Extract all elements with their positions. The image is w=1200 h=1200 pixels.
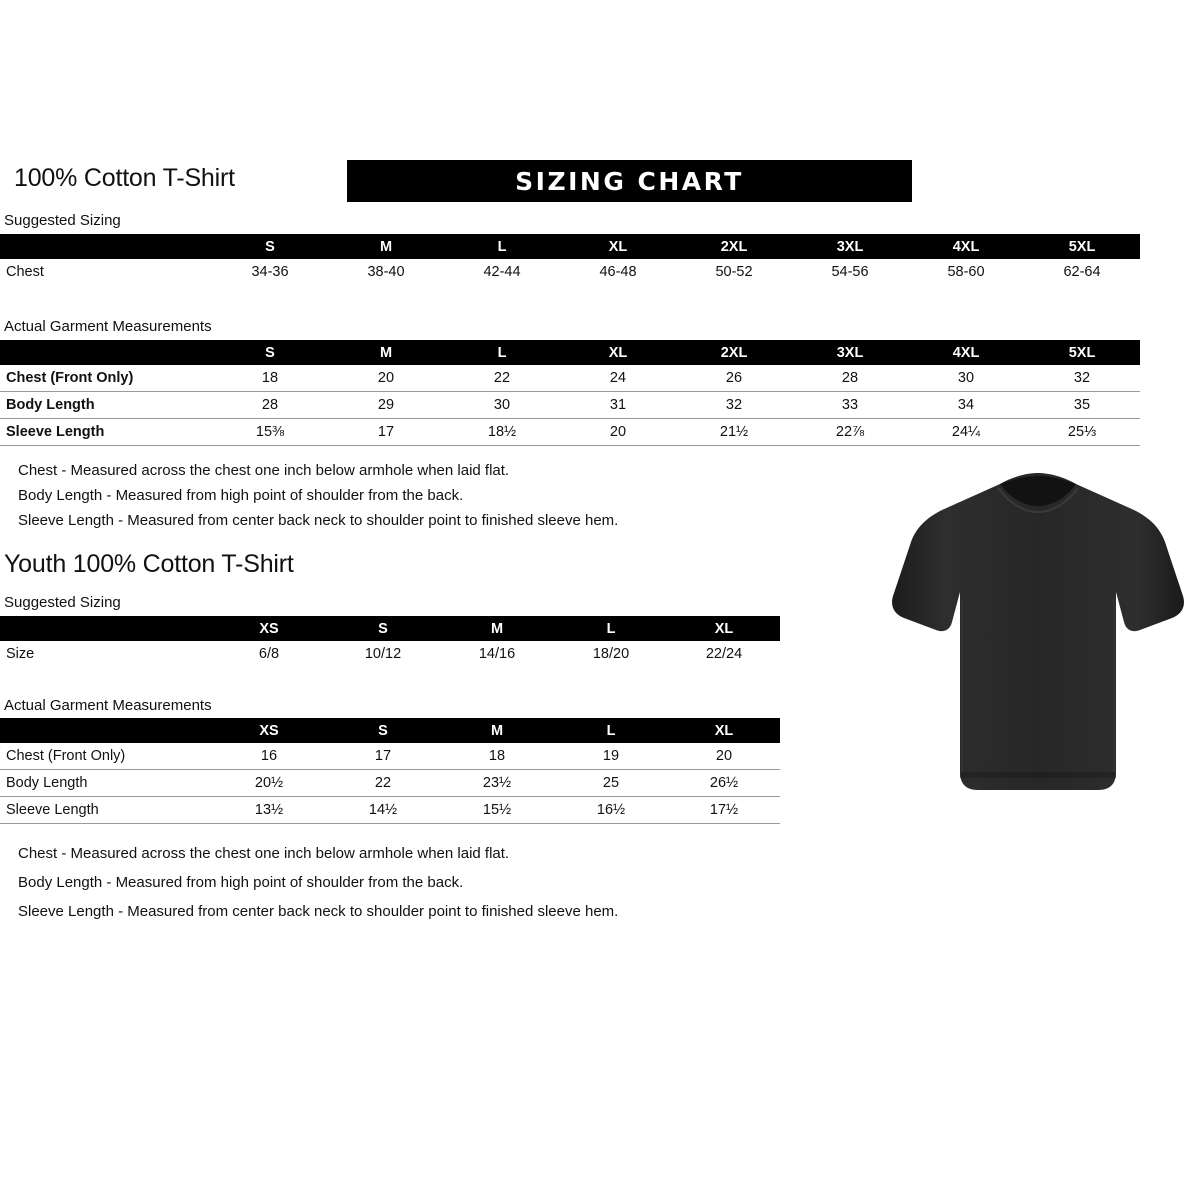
youth-actual-cell: 16½ (596, 802, 626, 818)
youth-suggested-col-header: S (326, 616, 440, 641)
adult-actual-row-label: Body Length (6, 397, 95, 413)
adult-actual-col-header: 3XL (792, 340, 908, 365)
table-header-row (0, 340, 1140, 365)
adult-actual-col-header: 2XL (676, 340, 792, 365)
youth-actual-cell: 16 (260, 748, 278, 764)
adult-actual-row-label: Sleeve Length (6, 424, 105, 440)
youth-suggested-cell: 22/24 (705, 646, 743, 662)
adult-suggested-col-header: M (328, 234, 444, 259)
youth-actual-row-label: Sleeve Length (6, 802, 99, 818)
adult-actual-cell: 24¼ (951, 424, 981, 440)
adult-suggested-cell: 34-36 (251, 264, 289, 280)
adult-suggested-col-header: 2XL (676, 234, 792, 259)
youth-section-title: Youth 100% Cotton T-Shirt (4, 550, 294, 578)
adult-actual-cell: 22⅞ (835, 424, 865, 440)
adult-suggested-col-header: L (444, 234, 560, 259)
youth-actual-col-header: XS (212, 718, 326, 743)
table-header-row (0, 234, 1140, 259)
adult-suggested-cell: 46-48 (599, 264, 637, 280)
adult-actual-cell: 18 (261, 370, 279, 386)
youth-suggested-col-header: L (554, 616, 668, 641)
adult-actual-col-header: S (212, 340, 328, 365)
youth-actual-measurements-table (0, 718, 780, 824)
adult-actual-cell: 29 (377, 397, 395, 413)
youth-suggested-cell: 6/8 (258, 646, 280, 662)
table-row (0, 419, 1140, 446)
adult-actual-col-header: L (444, 340, 560, 365)
sizing-chart-banner (347, 160, 912, 202)
youth-note-body-length: Body Length - Measured from high point of shoulder from the back. (18, 874, 464, 891)
adult-suggested-col-header: XL (560, 234, 676, 259)
youth-actual-row-label: Chest (Front Only) (6, 748, 126, 764)
adult-actual-cell: 21½ (719, 424, 749, 440)
adult-actual-cell: 35 (1073, 397, 1091, 413)
adult-suggested-col-header (0, 234, 212, 259)
youth-actual-cell: 22 (374, 775, 392, 791)
adult-suggested-col-header: 5XL (1024, 234, 1140, 259)
youth-actual-cell: 13½ (254, 802, 284, 818)
youth-actual-cell: 20 (715, 748, 733, 764)
header (10, 160, 1190, 204)
youth-actual-cell: 23½ (482, 775, 512, 791)
youth-suggested-sizing-label: Suggested Sizing (4, 594, 121, 611)
tshirt-illustration (888, 472, 1188, 822)
adult-actual-cell: 24 (609, 370, 627, 386)
table-header-row (0, 616, 780, 641)
adult-actual-cell: 15⅜ (255, 424, 285, 440)
youth-actual-col-header: L (554, 718, 668, 743)
adult-actual-cell: 32 (725, 397, 743, 413)
adult-suggested-cell: 42-44 (483, 264, 521, 280)
adult-note-chest: Chest - Measured across the chest one inch below armhole when laid flat. (18, 462, 510, 479)
adult-actual-cell: 25⅓ (1067, 424, 1097, 440)
adult-actual-cell: 26 (725, 370, 743, 386)
adult-actual-cell: 18½ (487, 424, 517, 440)
youth-actual-cell: 14½ (368, 802, 398, 818)
tshirt-icon (888, 472, 1188, 822)
adult-actual-cell: 20 (377, 370, 395, 386)
adult-actual-cell: 17 (377, 424, 395, 440)
adult-actual-measurements-table (0, 340, 1140, 446)
adult-actual-cell: 22 (493, 370, 511, 386)
youth-actual-cell: 15½ (482, 802, 512, 818)
youth-suggested-cell: 14/16 (478, 646, 516, 662)
table-row (0, 797, 780, 824)
table-row (0, 259, 1140, 285)
adult-suggested-row-label: Chest (6, 264, 44, 280)
adult-actual-measurements-label: Actual Garment Measurements (4, 318, 212, 335)
table-row (0, 365, 1140, 392)
adult-actual-col-header: 4XL (908, 340, 1024, 365)
youth-actual-cell: 17½ (709, 802, 739, 818)
youth-suggested-row-label: Size (6, 646, 35, 662)
adult-actual-cell: 20 (609, 424, 627, 440)
table-row (0, 392, 1140, 419)
adult-actual-cell: 32 (1073, 370, 1091, 386)
table-row (0, 641, 780, 667)
youth-suggested-cell: 18/20 (592, 646, 630, 662)
adult-note-body-length: Body Length - Measured from high point of shoulder from the back. (18, 487, 464, 504)
youth-actual-col-header: M (440, 718, 554, 743)
youth-actual-row-label: Body Length (6, 775, 88, 791)
youth-actual-cell: 19 (602, 748, 620, 764)
youth-actual-col-header: S (326, 718, 440, 743)
youth-actual-measurements-label: Actual Garment Measurements (4, 697, 212, 714)
youth-actual-cell: 17 (374, 748, 392, 764)
table-row (0, 743, 780, 770)
table-row (0, 770, 780, 797)
adult-suggested-cell: 54-56 (831, 264, 869, 280)
adult-suggested-cell: 50-52 (715, 264, 753, 280)
adult-suggested-cell: 62-64 (1063, 264, 1101, 280)
youth-actual-cell: 18 (488, 748, 506, 764)
adult-suggested-sizing-table (0, 234, 1140, 285)
adult-actual-cell: 33 (841, 397, 859, 413)
youth-actual-cell: 25 (602, 775, 620, 791)
youth-suggested-col-header: M (440, 616, 554, 641)
adult-actual-cell: 31 (609, 397, 627, 413)
adult-actual-cell: 30 (493, 397, 511, 413)
youth-actual-cell: 26½ (709, 775, 739, 791)
adult-actual-col-header: XL (560, 340, 676, 365)
youth-suggested-sizing-table (0, 616, 780, 667)
adult-actual-cell: 28 (261, 397, 279, 413)
adult-note-sleeve-length: Sleeve Length - Measured from center back neck to shoulder point to finished sleeve hem. (18, 512, 619, 529)
youth-suggested-col-header: XS (212, 616, 326, 641)
youth-suggested-cell: 10/12 (364, 646, 402, 662)
page-title: 100% Cotton T-Shirt (14, 164, 235, 192)
adult-actual-cell: 34 (957, 397, 975, 413)
adult-actual-row-label: Chest (Front Only) (6, 370, 134, 386)
adult-actual-cell: 28 (841, 370, 859, 386)
youth-suggested-col-header: XL (668, 616, 780, 641)
adult-actual-col-header: M (328, 340, 444, 365)
youth-actual-cell: 20½ (254, 775, 284, 791)
adult-suggested-sizing-label: Suggested Sizing (4, 212, 121, 229)
adult-actual-cell: 30 (957, 370, 975, 386)
sizing-chart-banner-label: SIZING CHART (515, 167, 744, 196)
adult-suggested-col-header: 4XL (908, 234, 1024, 259)
youth-suggested-col-header (0, 616, 212, 641)
adult-suggested-cell: 38-40 (367, 264, 405, 280)
adult-actual-col-header: 5XL (1024, 340, 1140, 365)
youth-note-sleeve-length: Sleeve Length - Measured from center back neck to shoulder point to finished sleeve hem. (18, 903, 619, 920)
adult-suggested-cell: 58-60 (947, 264, 985, 280)
youth-actual-col-header: XL (668, 718, 780, 743)
youth-note-chest: Chest - Measured across the chest one inch below armhole when laid flat. (18, 845, 510, 862)
adult-suggested-col-header: S (212, 234, 328, 259)
table-header-row (0, 718, 780, 743)
adult-actual-col-header (0, 340, 212, 365)
youth-actual-col-header (0, 718, 212, 743)
adult-suggested-col-header: 3XL (792, 234, 908, 259)
